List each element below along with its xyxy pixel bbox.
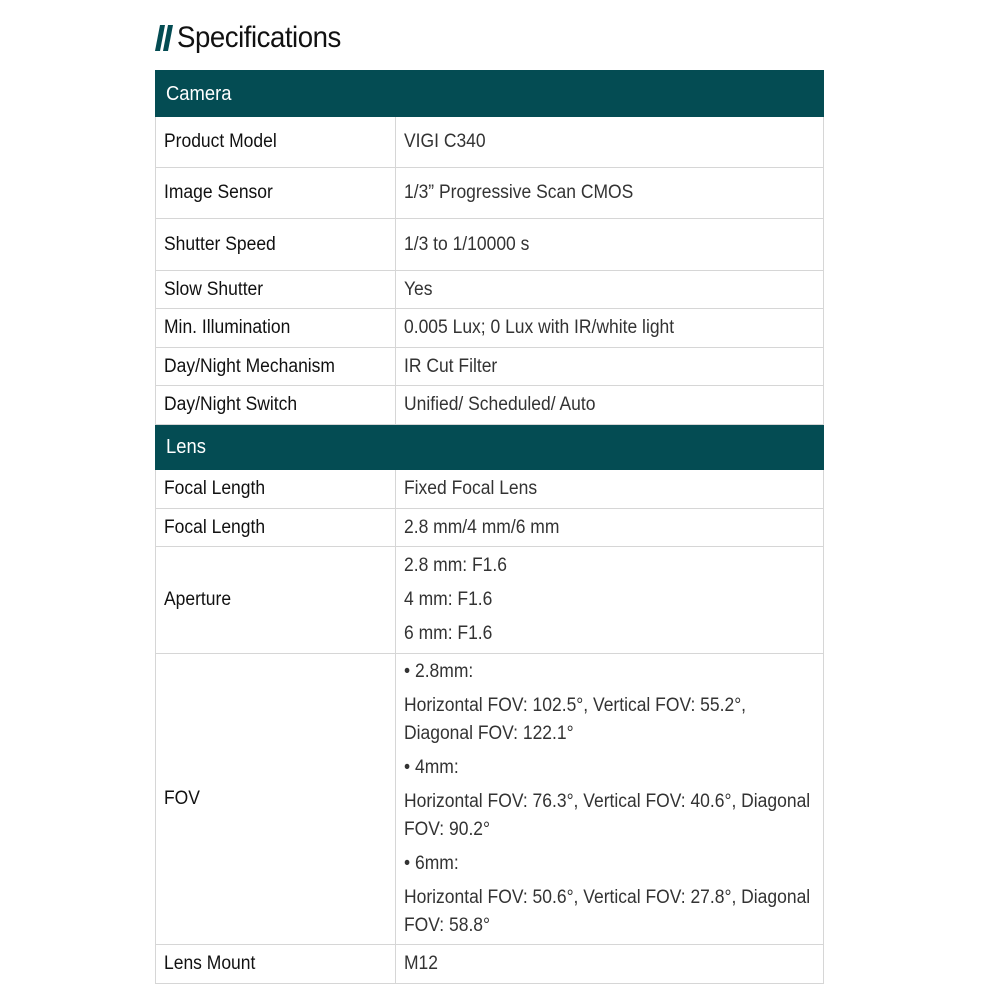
spec-value: 2.8 mm/4 mm/6 mm [404,516,560,538]
table-row [156,470,824,509]
fov-line: • 2.8mm: [404,661,474,682]
spec-value-cell [396,547,824,654]
spec-label: Image Sensor [164,182,273,203]
spec-label: Product Model [164,131,277,152]
spec-label-cell [156,386,396,425]
fov-line: Horizontal FOV: 76.3°, Vertical FOV: 40.6°, Diagonal FOV: 90.2° [404,791,811,840]
spec-label: Day/Night Switch [164,394,298,415]
table-row [156,945,824,984]
spec-value: VIGI C340 [404,131,486,152]
spec-label: FOV [164,788,200,809]
spec-value: Yes [404,278,433,300]
spec-label-cell [156,509,396,547]
spec-value-cell [396,168,824,219]
table-row [156,309,824,348]
spec-label-cell [156,654,396,945]
spec-value-cell [396,654,824,945]
spec-label: Shutter Speed [164,233,276,255]
spec-value: Unified/ Scheduled/ Auto [404,394,596,415]
section-title-lens: Lens [166,436,206,458]
spec-value-cell [396,309,824,348]
spec-label: Slow Shutter [164,278,264,300]
table-row [156,509,824,547]
spec-label-cell [156,547,396,654]
spec-label-cell [156,117,396,168]
spec-value: Fixed Focal Lens [404,478,538,499]
fov-line: Horizontal FOV: 50.6°, Vertical FOV: 27.8°, Diagonal FOV: 58.8° [404,887,811,936]
spec-label-cell [156,271,396,309]
spec-value-cell [396,945,824,984]
spec-label: Aperture [164,589,232,610]
table-row [156,386,824,425]
spec-label: Day/Night Mechanism [164,355,335,377]
table-row [156,654,824,945]
spec-value: 1/3 to 1/10000 s [404,233,530,255]
spec-label-cell [156,945,396,984]
section-title-camera: Camera [166,82,232,105]
spec-label: Focal Length [164,478,266,499]
spec-value-cell [396,386,824,425]
aperture-line: 4 mm: F1.6 [404,589,493,610]
fov-line: Horizontal FOV: 102.5°, Vertical FOV: 55.2°, Diagonal FOV: 122.1° [404,695,747,744]
spec-label: Lens Mount [164,953,256,974]
page-title: Specifications [177,21,341,54]
table-row [156,117,824,168]
spec-label-cell [156,470,396,509]
aperture-line: 6 mm: F1.6 [404,623,493,644]
spec-label-cell [156,168,396,219]
fov-line: • 6mm: [404,853,459,874]
spec-label-cell [156,348,396,386]
table-row [156,271,824,309]
spec-value-cell [396,509,824,547]
spec-label: Focal Length [164,516,266,538]
spec-label: Min. Illumination [164,317,291,338]
spec-value: 1/3” Progressive Scan CMOS [404,182,634,203]
spec-value: IR Cut Filter [404,355,498,377]
section-header-camera [156,71,824,117]
spec-label-cell [156,309,396,348]
double-slash-icon [155,25,173,51]
specifications-table [155,70,824,984]
fov-line: • 4mm: [404,757,459,778]
fov-values [404,655,812,943]
aperture-values [404,549,812,651]
spec-value: M12 [404,953,439,974]
spec-value-cell [396,470,824,509]
spec-value-cell [396,117,824,168]
section-header-lens [156,425,824,470]
table-row [156,348,824,386]
spec-value-cell [396,348,824,386]
aperture-line: 2.8 mm: F1.6 [404,555,507,576]
page-header [155,18,355,58]
table-row [156,168,824,219]
table-row [156,219,824,271]
spec-value-cell [396,219,824,271]
spec-label-cell [156,219,396,271]
table-row [156,547,824,654]
spec-value-cell [396,271,824,309]
spec-value: 0.005 Lux; 0 Lux with IR/white light [404,317,675,338]
